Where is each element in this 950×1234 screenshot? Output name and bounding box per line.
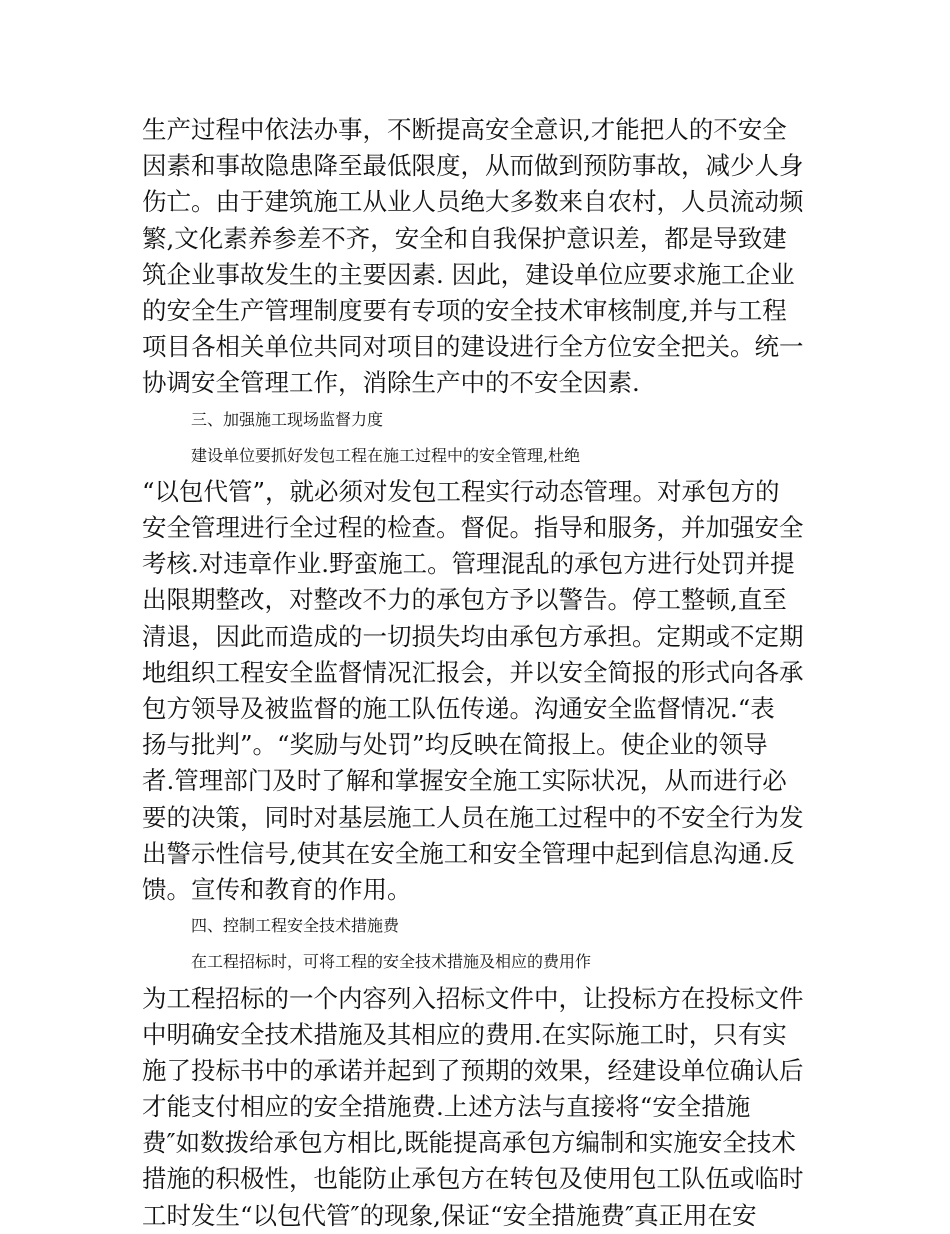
text-line: 包方领导及被监督的施工队伍传递。沟通安全监督情况.“表 bbox=[142, 694, 775, 723]
text-line: 工时发生“以包代管″的现象,保证“安全措施费″真正用在安 bbox=[142, 1200, 757, 1230]
text-line: 馈。宣传和教育的作用。 bbox=[142, 874, 412, 904]
text-line: 地组织工程安全监督情况汇报会，并以安全简报的形式向各承 bbox=[142, 657, 804, 687]
text-line: 为工程招标的一个内容列入招标文件中，让投标方在投标文件 bbox=[142, 983, 804, 1013]
text-line: 生产过程中依法办事，不断提高安全意识,才能把人的不安全 bbox=[142, 115, 787, 144]
text-line: 筑企业事故发生的主要因素. 因此，建设单位应要求施工企业 bbox=[142, 259, 795, 289]
section-heading: 四、控制工程安全技术措施费 bbox=[191, 916, 400, 936]
text-line: 出警示性信号,使其在安全施工和安全管理中起到信息沟通.反 bbox=[142, 838, 795, 868]
text-line: 项目各相关单位共同对项目的建设进行全方位安全把关。统一 bbox=[142, 332, 804, 362]
text-line: 的安全生产管理制度要有专项的安全技术审核制度,并与工程 bbox=[142, 295, 787, 325]
text-line: 施了投标书中的承诺并起到了预期的效果，经建设单位确认后 bbox=[142, 1055, 804, 1085]
document-body bbox=[142, 112, 822, 1234]
paragraph-first-line: 在工程招标时，可将工程的安全技术措施及相应的费用作 bbox=[191, 952, 592, 972]
paragraph-first-line: 建设单位要抓好发包工程在施工过程中的安全管理,杜绝 bbox=[191, 445, 581, 465]
text-line: 才能支付相应的安全措施费.上述方法与直接将“安全措施 bbox=[142, 1092, 751, 1122]
text-line: 安全管理进行全过程的检查。督促。指导和服务，并加强安全 bbox=[142, 513, 804, 543]
text-line: 扬与批判”。“奖励与处罚”均反映在简报上。使企业的领导 bbox=[142, 730, 768, 760]
section-heading: 三、加强施工现场监督力度 bbox=[191, 409, 384, 429]
text-line: 措施的积极性，也能防止承包方在转包及使用包工队伍或临时 bbox=[142, 1164, 804, 1194]
text-line: 要的决策，同时对基层施工人员在施工过程中的不安全行为发 bbox=[142, 802, 804, 832]
text-line: 费″如数拨给承包方相比,既能提高承包方编制和实施安全技术 bbox=[142, 1128, 796, 1158]
text-line: 繁,文化素养参差不齐，安全和自我保护意识差，都是导致建 bbox=[142, 223, 787, 253]
text-line: 考核.对违章作业.野蛮施工。管理混乱的承包方进行处罚并提 bbox=[142, 549, 795, 579]
text-line: 清退，因此而造成的一切损失均由承包方承担。定期或不定期 bbox=[142, 621, 804, 651]
text-line: “以包代管”，就必须对发包工程实行动态管理。对承包方的 bbox=[142, 476, 780, 506]
text-line: 出限期整改，对整改不力的承包方予以警告。停工整顿,直至 bbox=[142, 585, 787, 615]
text-line: 协调安全管理工作，消除生产中的不安全因素. bbox=[142, 368, 640, 398]
text-line: 者.管理部门及时了解和掌握安全施工实际状况，从而进行必 bbox=[142, 766, 787, 796]
text-line: 中明确安全技术措施及其相应的费用.在实际施工时，只有实 bbox=[142, 1019, 787, 1049]
text-line: 因素和事故隐患降至最低限度，从而做到预防事故，减少人身 bbox=[142, 151, 804, 181]
text-line: 伤亡。由于建筑施工从业人员绝大多数来自农村，人员流动频 bbox=[142, 187, 804, 217]
